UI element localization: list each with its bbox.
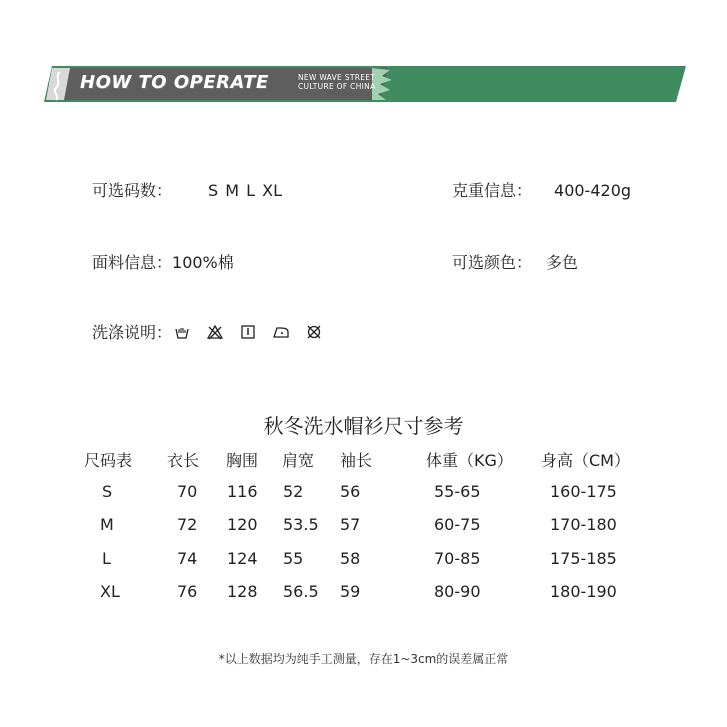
row-l-sleeve: 58 (340, 549, 361, 568)
header-height: 身高（CM） (541, 451, 630, 470)
weight-value: 400-420g (554, 181, 632, 200)
row-m-shoulder: 53.5 (283, 515, 319, 534)
row-s-chest: 116 (227, 482, 258, 501)
row-s-length: 70 (177, 482, 198, 501)
color-label: 可选颜色： (452, 253, 533, 272)
fabric-row (92, 250, 234, 273)
row-m-size: M (100, 515, 114, 534)
color-row (452, 250, 578, 273)
row-l-size: L (102, 549, 111, 568)
banner-subtitle-line2: CULTURE OF CHINA (298, 82, 376, 91)
row-xl-chest: 128 (227, 582, 258, 601)
header-weight: 体重（KG） (426, 451, 513, 470)
do-not-bleach-icon (207, 324, 223, 340)
do-not-dry-clean-icon (306, 324, 322, 340)
size-table-title: 秋冬洗水帽衫尺寸参考 (263, 414, 464, 438)
row-s-sleeve: 56 (340, 482, 361, 501)
header-sleeve: 袖长 (340, 451, 373, 470)
row-l-shoulder: 55 (283, 549, 304, 568)
row-xl-shoulder: 56.5 (283, 582, 319, 601)
row-s-weight: 55-65 (434, 482, 481, 501)
tumble-dry-icon (240, 324, 256, 340)
banner-subtitle-line1: NEW WAVE STREET (298, 73, 376, 82)
row-xl-height: 180-190 (550, 582, 617, 601)
row-l-chest: 124 (227, 549, 258, 568)
wash-icons (174, 324, 339, 340)
wash-instructions-label: 洗涤说明： (92, 323, 173, 342)
header-size-chart: 尺码表 (84, 451, 133, 470)
fabric-value: 100%棉 (172, 253, 234, 272)
row-xl-length: 76 (177, 582, 198, 601)
row-xl-sleeve: 59 (340, 582, 361, 601)
row-xl-size: XL (100, 582, 120, 601)
row-xl-weight: 80-90 (434, 582, 481, 601)
row-m-chest: 120 (227, 515, 258, 534)
row-s-shoulder: 52 (283, 482, 304, 501)
how-to-operate-banner (40, 62, 690, 106)
weight-row (452, 178, 631, 201)
wash-instructions-row (92, 320, 339, 343)
row-m-weight: 60-75 (434, 515, 481, 534)
header-shoulder: 肩宽 (282, 451, 315, 470)
row-m-height: 170-180 (550, 515, 617, 534)
row-s-size: S (102, 482, 113, 501)
row-l-height: 175-185 (550, 549, 617, 568)
color-value: 多色 (546, 253, 579, 272)
available-sizes-label: 可选码数： (92, 181, 173, 200)
banner-subtitle (298, 73, 376, 91)
available-sizes-row (92, 178, 282, 201)
row-m-length: 72 (177, 515, 198, 534)
available-sizes-value: S M L XL (208, 181, 283, 200)
measurement-footnote: *以上数据均为纯手工测量，存在1~3cm的误差属正常 (218, 652, 509, 666)
row-m-sleeve: 57 (340, 515, 361, 534)
row-s-height: 160-175 (550, 482, 617, 501)
row-l-length: 74 (177, 549, 198, 568)
banner-title: HOW TO OPERATE (80, 72, 269, 93)
weight-label: 克重信息： (452, 181, 533, 200)
fabric-label: 面料信息： (92, 253, 173, 272)
row-l-weight: 70-85 (434, 549, 481, 568)
header-chest: 胸围 (226, 451, 259, 470)
header-length: 衣长 (167, 451, 200, 470)
hand-wash-icon (174, 324, 190, 340)
iron-icon (273, 324, 289, 340)
